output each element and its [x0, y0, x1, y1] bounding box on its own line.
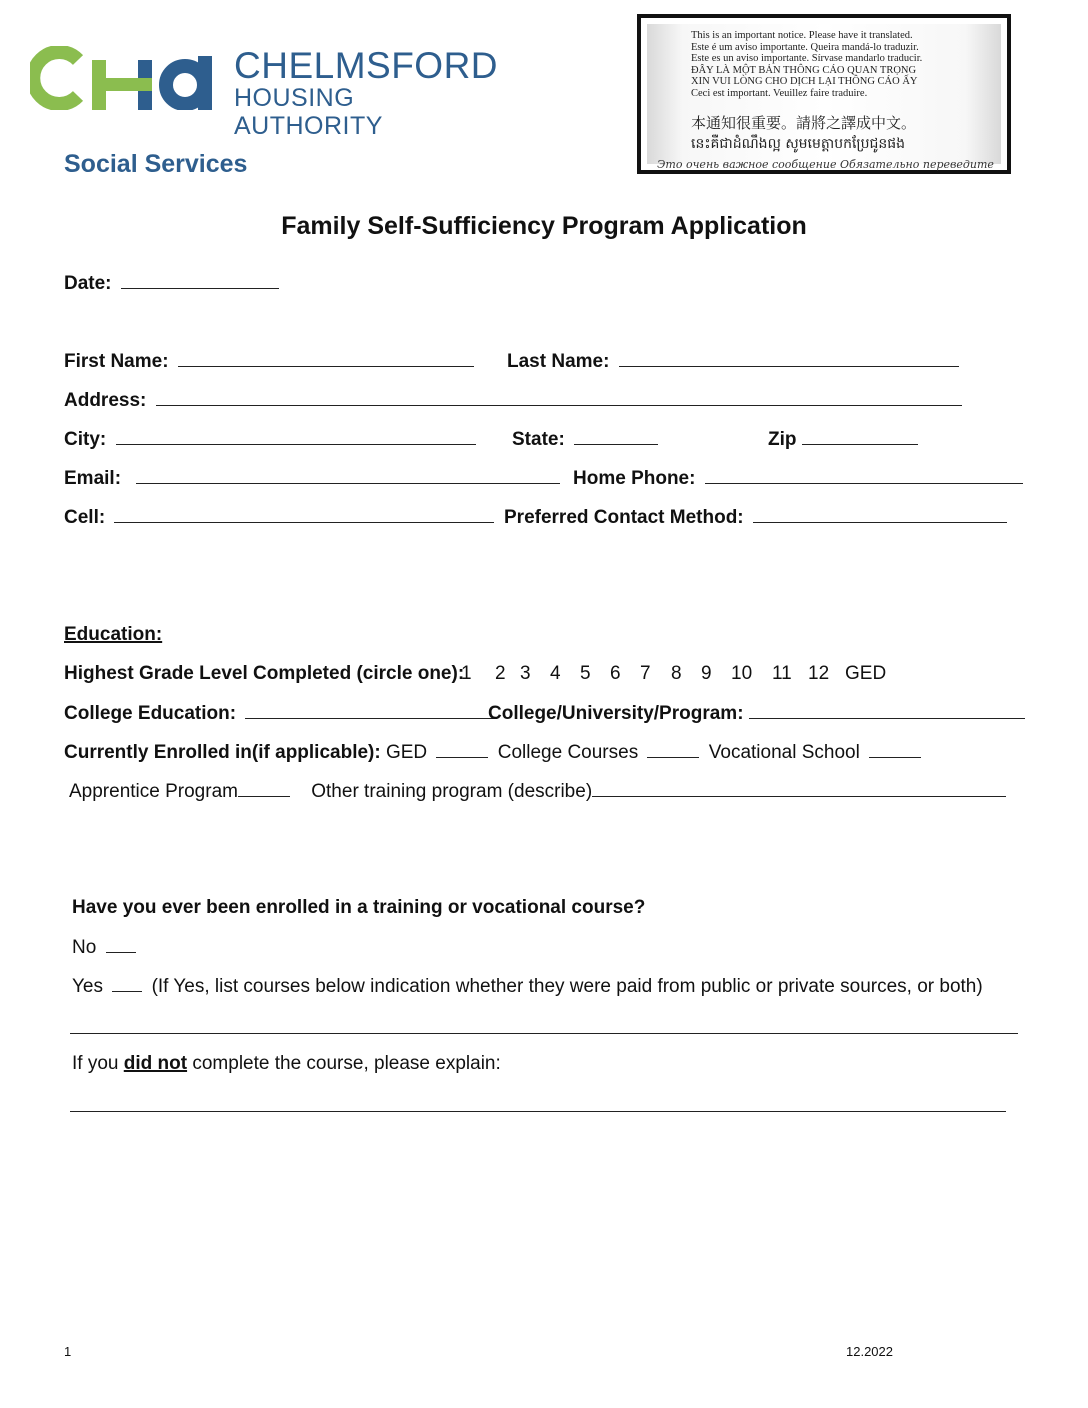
first-name-row: [64, 350, 474, 373]
training-yes-row: [72, 975, 983, 998]
city-row: [64, 428, 476, 451]
training-yes-field[interactable]: [112, 975, 142, 992]
training-no-row: [72, 936, 136, 959]
address-field[interactable]: [156, 389, 962, 406]
notice-line: ĐÂY LÀ MỘT BẢN THÔNG CÁO QUAN TRỌNG: [691, 64, 917, 76]
training-yes-note: (If Yes, list courses below indication whether they were paid from public or private sources, or both): [151, 976, 983, 997]
cell-field[interactable]: [114, 506, 494, 523]
grade-2[interactable]: 2: [495, 663, 506, 684]
college-education-label: College Education:: [64, 703, 237, 724]
page-number: 1: [64, 1344, 72, 1359]
department-heading: Social Services: [64, 150, 248, 178]
first-name-field[interactable]: [178, 350, 474, 367]
explain-text: complete the course, please explain:: [192, 1053, 501, 1074]
first-name-label: First Name:: [64, 351, 169, 372]
grade-1[interactable]: 1: [461, 663, 472, 684]
grade-7[interactable]: 7: [640, 663, 651, 684]
email-row: [64, 467, 560, 490]
notice-line: This is an important notice. Please have it translated.: [691, 30, 913, 41]
last-name-label: Last Name:: [507, 351, 610, 372]
home-phone-row: [573, 467, 1023, 490]
address-row: [64, 389, 962, 412]
grade-8[interactable]: 8: [671, 663, 682, 684]
zip-field[interactable]: [802, 428, 918, 445]
training-no-label: No: [72, 937, 97, 958]
grade-row: [64, 663, 464, 685]
home-phone-label: Home Phone:: [573, 468, 696, 489]
address-label: Address:: [64, 390, 147, 411]
email-label: Email:: [64, 468, 122, 489]
grade-9[interactable]: 9: [701, 663, 712, 684]
date-label: Date:: [64, 273, 112, 294]
grade-4[interactable]: 4: [550, 663, 561, 684]
revision-date: 12.2022: [846, 1344, 893, 1359]
org-name: CHELMSFORD: [234, 45, 499, 86]
home-phone-field[interactable]: [705, 467, 1023, 484]
college-program-row: [488, 702, 1025, 725]
grade-6[interactable]: 6: [610, 663, 621, 684]
cha-logo: [30, 40, 500, 140]
enrolled-college-field[interactable]: [647, 741, 699, 758]
notice-line: Ceci est important. Veuillez faire traduire.: [691, 87, 868, 99]
grade-ged[interactable]: GED: [845, 663, 887, 684]
last-name-field[interactable]: [619, 350, 959, 367]
enrolled-ged-label: GED: [385, 742, 428, 763]
college-education-field[interactable]: [245, 702, 497, 719]
education-heading-text: Education:: [64, 624, 163, 645]
cell-row: [64, 506, 494, 529]
state-row: [512, 428, 658, 451]
enrolled-vocational-field[interactable]: [869, 741, 921, 758]
notice-line: Este es un aviso importante. Sírvase mandarlo traducir.: [691, 53, 923, 64]
education-heading: [64, 624, 162, 646]
page-title: Family Self-Sufficiency Program Application: [281, 212, 807, 240]
did-not-text: did not: [123, 1053, 188, 1074]
other-training-field[interactable]: [592, 780, 1006, 797]
preferred-contact-field[interactable]: [753, 506, 1007, 523]
enrolled-college-label: College Courses: [497, 742, 639, 763]
state-label: State:: [512, 429, 565, 450]
other-training-label: Other training program (describe): [311, 781, 593, 802]
explain-line[interactable]: [70, 1111, 1006, 1112]
notice-line: Este é um aviso importante. Queira mandá-lo traduzir.: [691, 41, 919, 53]
preferred-contact-label: Preferred Contact Method:: [504, 507, 744, 528]
city-field[interactable]: [116, 428, 476, 445]
enrolled-label: Currently Enrolled in(if applicable):: [64, 742, 381, 763]
enrolled-row: [64, 741, 921, 764]
date-field[interactable]: [121, 272, 279, 289]
enrolled-vocational-label: Vocational School: [708, 742, 860, 763]
notice-chinese: 本通知很重要。請將之譯成中文。: [691, 114, 917, 132]
apprentice-row: [69, 780, 1006, 803]
apprentice-field[interactable]: [238, 780, 290, 797]
cell-label: Cell:: [64, 507, 106, 528]
enrolled-ged-field[interactable]: [436, 741, 488, 758]
date-row: [64, 272, 279, 295]
last-name-row: [507, 350, 959, 373]
college-program-field[interactable]: [749, 702, 1025, 719]
did-not-complete-row: [72, 1053, 501, 1075]
if-you-text: If you: [72, 1053, 119, 1074]
translation-notice: [637, 14, 1011, 174]
state-field[interactable]: [574, 428, 658, 445]
cha-logo-mark: [30, 46, 220, 110]
grade-3[interactable]: 3: [520, 663, 531, 684]
college-program-label: College/University/Program:: [488, 703, 744, 724]
courses-line[interactable]: [70, 1033, 1018, 1034]
training-yes-label: Yes: [72, 976, 103, 997]
college-education-row: [64, 702, 497, 725]
zip-row: [768, 428, 918, 451]
email-field[interactable]: [136, 467, 560, 484]
notice-line: XIN VUI LÒNG CHO DỊCH LẠI THÔNG CÁO ẤY: [691, 76, 918, 87]
training-question: Have you ever been enrolled in a training or vocational course?: [72, 897, 646, 918]
notice-lines: [691, 30, 991, 99]
training-no-field[interactable]: [106, 936, 136, 953]
grade-10[interactable]: 10: [731, 663, 753, 684]
grade-label: Highest Grade Level Completed (circle one):: [64, 663, 465, 684]
zip-label: Zip: [768, 429, 797, 450]
grade-11[interactable]: 11: [772, 663, 792, 684]
grade-5[interactable]: 5: [580, 663, 591, 684]
apprentice-label: Apprentice Program: [69, 781, 238, 802]
grade-12[interactable]: 12: [808, 663, 830, 684]
preferred-contact-row: [504, 506, 1007, 529]
notice-russian: Это очень важное сообщение Обязательно переведите: [657, 158, 994, 171]
org-subtitle: HOUSING AUTHORITY: [234, 84, 383, 140]
city-label: City:: [64, 429, 107, 450]
notice-khmer: នេះគឺជាដំណឹងល្អ សូមមេត្តាបកប្រែជូនផង: [691, 136, 906, 152]
